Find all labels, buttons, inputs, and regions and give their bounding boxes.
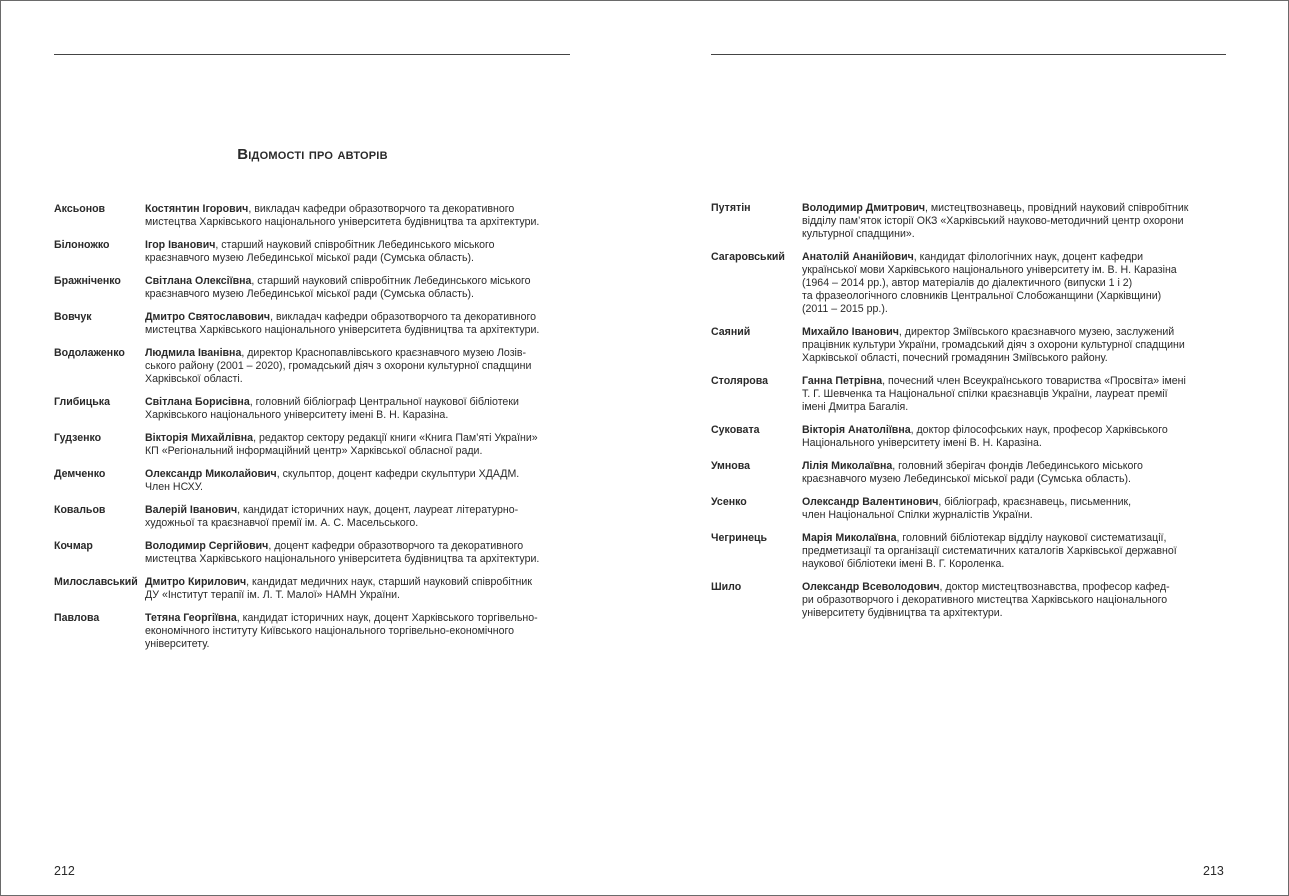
right-authors-list [711,202,1188,630]
author-description [802,532,1177,571]
description-line [802,437,1168,450]
author-surname: Білоножко [54,239,110,251]
description-text: , директор Краснопавлівського краєзнавчого музею Лозів- [241,347,527,359]
description-text: ДУ «Інститут терапії ім. Л. Т. Малої» НАМН України. [145,589,400,601]
description-line [802,228,1188,241]
description-line [145,373,531,386]
description-text: української мови Харківського національного університету ім. В. Н. Каразіна [802,264,1177,276]
description-text: , старший науковий співробітник Лебединського міського [251,275,531,287]
description-line [145,288,531,301]
description-text: культурної спадщини». [802,228,915,240]
description-line [802,607,1170,620]
description-text: Національного університету імені В. Н. Каразіна. [802,437,1042,449]
author-surname: Умнова [711,460,751,472]
description-text: КП «Регіональний інформаційний центр» Харківської обласної ради. [145,445,483,457]
description-text: предметизації та організації систематичних каталогів Харківської державної [802,545,1177,557]
description-line [145,275,531,288]
description-text: Т. Г. Шевченка та Національної спілки краєзнавців України, лауреат премії [802,388,1168,400]
author-surname: Глибицька [54,396,110,408]
section-title: Відомості про авторів [237,146,388,163]
right-page-number: 213 [1203,864,1224,878]
description-line [145,252,495,265]
description-line [802,290,1177,303]
description-line [802,545,1177,558]
description-line [802,473,1143,486]
description-line [802,251,1177,264]
left-page-number: 212 [54,864,75,878]
author-surname: Ковальов [54,504,106,516]
author-entry [54,396,539,422]
author-description [802,460,1143,486]
author-name: Валерій Іванович [145,504,238,516]
description-text: університету. [145,638,210,650]
description-line [802,277,1177,290]
author-entry [711,460,1188,486]
description-text: , головний бібліограф Центральної наукової бібліотеки [249,396,519,408]
author-name: Лілія Миколаївна [802,460,893,472]
author-entry [711,202,1188,241]
description-text: , старший науковий співробітник Лебединського міського [215,239,495,251]
author-name: Світлана Борисівна [145,396,250,408]
author-surname: Кочмар [54,540,93,552]
author-description [802,424,1168,450]
author-surname: Павлова [54,612,100,624]
description-line [802,264,1177,277]
author-surname: Демченко [54,468,106,480]
author-entry [54,311,539,337]
author-description [802,202,1188,241]
description-line [802,460,1143,473]
description-text: , директор Зміївського краєзнавчого музею, заслужений [898,326,1175,338]
author-surname: Усенко [711,496,747,508]
author-entry [711,326,1188,365]
description-text: (2011 – 2015 рр.). [802,303,888,315]
description-line [802,375,1186,388]
description-line [802,594,1170,607]
description-text: економічного інституту Київського національного торгівельно-економічного [145,625,515,637]
description-line [145,432,538,445]
left-header-rule [54,54,570,55]
description-line [802,352,1185,365]
description-line [145,481,519,494]
description-line [145,504,518,517]
description-text: мистецтва Харківського національного університета будівництва та архітектури. [145,553,540,565]
author-description [145,239,495,265]
description-line [145,638,538,651]
description-line [145,409,519,422]
author-surname: Чегринець [711,532,768,544]
description-line [802,401,1186,414]
author-entry [711,581,1188,620]
author-surname: Саяний [711,326,751,338]
author-description [145,311,539,337]
author-entry [54,576,539,602]
description-line [145,553,539,566]
description-line [802,339,1185,352]
author-surname: Аксьонов [54,203,106,215]
description-line [802,424,1168,437]
author-name: Ігор Іванович [145,239,216,251]
author-name: Марія Миколаївна [802,532,897,544]
author-entry [54,203,539,229]
description-line [145,517,518,530]
author-name: Вікторія Анатоліївна [802,424,911,436]
description-line [145,589,532,602]
description-text: Харківського національного університету імені В. Н. Каразіна. [145,409,449,421]
description-line [802,202,1188,215]
author-surname: Вовчук [54,311,92,323]
description-line [145,239,495,252]
description-line [145,360,531,373]
author-surname: Милославський [54,576,138,588]
author-name: Вікторія Михайлівна [145,432,254,444]
description-line [802,558,1177,571]
description-text: , бібліограф, краєзнавець, письменник, [938,496,1132,508]
author-entry [711,375,1188,414]
author-name: Світлана Олексіївна [145,275,252,287]
author-entry [54,239,539,265]
description-text: краєзнавчого музею Лебединської міської ради (Сумська область). [802,473,1131,485]
description-text: , кандидат історичних наук, доцент Харківського торгівельно- [236,612,538,624]
author-entry [711,424,1188,450]
author-name: Ганна Петрівна [802,375,883,387]
author-name: Володимир Дмитрович [802,202,925,214]
description-line [145,324,539,337]
description-text: , кандидат філологічних наук, доцент кафедри [913,251,1144,263]
description-text: , кандидат медичних наук, старший науковий співробітник [246,576,532,588]
author-description [145,275,531,301]
author-entry [54,612,539,651]
author-description [145,540,539,566]
description-line [145,576,532,589]
description-text: , кандидат історичних наук, доцент, лауреат літературно- [237,504,519,516]
author-entry [711,532,1188,571]
author-surname: Гудзенко [54,432,102,444]
author-surname: Бражніченко [54,275,121,287]
description-line [802,326,1185,339]
description-line [145,612,538,625]
description-text: , головний зберігач фондів Лебединського міського [892,460,1143,472]
author-entry [54,504,539,530]
author-description [802,581,1170,620]
description-line [802,532,1177,545]
description-text: , доцент кафедри образотворчого та декоративного [268,540,524,552]
author-name: Олександр Всеволодович [802,581,940,593]
author-name: Володимир Сергійович [145,540,269,552]
description-text: працівник культури України, громадський діяч з охорони культурної спадщини [802,339,1185,351]
description-line [145,203,539,216]
description-text: ського району (2001 – 2020), громадський діяч з охорони культурної спадщини [145,360,532,372]
author-entry [54,540,539,566]
description-text: , викладач кафедри образотворчого та декоративного [248,203,515,215]
author-name: Олександр Валентинович [802,496,939,508]
author-surname: Сагаровський [711,251,785,263]
author-name: Людмила Іванівна [145,347,242,359]
description-text: художньої та краєзнавчої премії ім. А. С. Масельського. [145,517,419,529]
description-text: університету будівництва та архітектури. [802,607,1003,619]
author-name: Анатолій Ананійович [802,251,914,263]
description-line [802,581,1170,594]
right-header-rule [711,54,1226,55]
description-text: , доктор філософських наук, професор Харківського [910,424,1168,436]
author-name: Дмитро Святославович [145,311,271,323]
description-text: ри образотворчого і декоративного мистецтва Харківського національного [802,594,1168,606]
description-line [145,445,538,458]
author-surname: Шило [711,581,742,593]
description-line [145,216,539,229]
author-description [145,468,519,494]
description-line [802,388,1186,401]
author-name: Михайло Іванович [802,326,899,338]
description-text: Харківської області. [145,373,243,385]
description-line [145,625,538,638]
author-description [145,203,539,229]
description-text: Член НСХУ. [145,481,203,493]
description-text: , редактор сектору редакції книги «Книга Пам’яті України» [253,432,538,444]
description-text: Харківської області, почесний громадянин Зміївського району. [802,352,1108,364]
author-entry [54,468,539,494]
left-authors-list [54,203,539,661]
description-line [145,311,539,324]
description-text: імені Дмитра Багалія. [802,401,909,413]
description-text: та фразеологічного словників Центральної Слобожанщини (Харківщини) [802,290,1162,302]
author-description [145,504,518,530]
description-line [145,468,519,481]
author-surname: Путятін [711,202,751,214]
description-text: (1964 – 2014 рр.), автор матеріалів до діалектичного (випуски 1 і 2) [802,277,1133,289]
author-surname: Водолаженко [54,347,125,359]
description-text: , викладач кафедри образотворчого та декоративного [270,311,537,323]
author-entry [54,347,539,386]
author-surname: Столярова [711,375,769,387]
author-name: Тетяна Георгіївна [145,612,237,624]
description-line [802,303,1177,316]
description-text: , почесний член Всеукраїнського товариства «Просвіта» імені [882,375,1186,387]
description-line [802,496,1131,509]
description-text: краєзнавчого музею Лебединської міської ради (Сумська область). [145,288,474,300]
author-entry [54,432,539,458]
description-text: , скульптор, доцент кафедри скульптури ХДАДМ. [276,468,520,480]
author-entry [711,496,1188,522]
author-name: Олександр Миколайович [145,468,277,480]
author-description [802,251,1177,316]
author-description [802,326,1185,365]
author-entry [54,275,539,301]
author-name: Дмитро Кирилович [145,576,247,588]
description-text: , мистецтвознавець, провідний науковий співробітник [924,202,1189,214]
description-line [145,540,539,553]
author-description [802,375,1186,414]
description-text: мистецтва Харківського національного університета будівництва та архітектури. [145,216,540,228]
description-line [802,509,1131,522]
description-text: , доктор мистецтвознавства, професор кафед- [939,581,1170,593]
author-name: Костянтин Ігорович [145,203,249,215]
description-line [145,396,519,409]
author-entry [711,251,1188,316]
description-text: член Національної Спілки журналістів України. [802,509,1033,521]
author-description [145,396,519,422]
description-text: відділу пам’яток історії ОКЗ «Харківський науково-методичний центр охорони [802,215,1184,227]
author-description [145,347,531,386]
description-text: краєзнавчого музею Лебединської міської ради (Сумська область). [145,252,474,264]
author-description [145,432,538,458]
description-text: , головний бібліотекар відділу наукової систематизації, [896,532,1167,544]
description-line [145,347,531,360]
author-description [802,496,1131,522]
description-line [802,215,1188,228]
author-description [145,612,538,651]
author-description [145,576,532,602]
description-text: наукової бібліотеки імені В. Г. Короленка. [802,558,1005,570]
author-surname: Суковата [711,424,760,436]
description-text: мистецтва Харківського національного університета будівництва та архітектури. [145,324,540,336]
